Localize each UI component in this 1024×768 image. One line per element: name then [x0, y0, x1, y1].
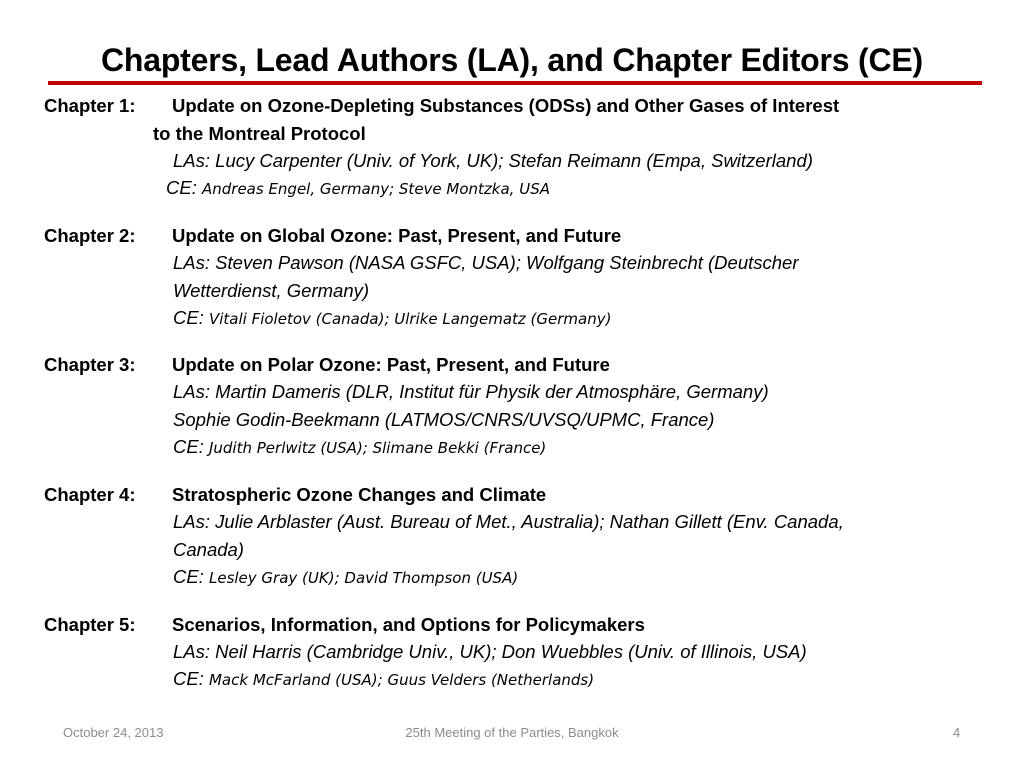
chapter-3-heading — [44, 353, 610, 377]
chapter-4-lead-authors-cont: Canada) — [173, 539, 244, 560]
la-names: Julie Arblaster (Aust. Bureau of Met., Australia); Nathan Gillett (Env. Canada, — [215, 511, 844, 532]
la-names: Neil Harris (Cambridge Univ., UK); Don Wuebbles (Univ. of Illinois, USA) — [215, 641, 807, 662]
ce-prefix: CE: — [173, 307, 204, 328]
chapter-1-label: Chapter 1: — [44, 95, 136, 116]
chapter-5-title: Scenarios, Information, and Options for Policymakers — [172, 614, 645, 635]
chapter-2-lead-authors — [173, 251, 799, 275]
chapter-4-title: Stratospheric Ozone Changes and Climate — [172, 484, 547, 505]
chapter-3-lead-authors-cont: Sophie Godin-Beekmann (LATMOS/CNRS/UVSQ/UPMC, France) — [173, 409, 715, 430]
footer-page-number: 4 — [953, 725, 961, 740]
chapter-1-title-cont: to the Montreal Protocol — [153, 123, 366, 144]
slide-title: Chapters, Lead Authors (LA), and Chapter Editors (CE) — [100, 42, 924, 78]
ce-names: Lesley Gray (UK); David Thompson (USA) — [208, 569, 519, 587]
ce-prefix: CE: — [173, 566, 204, 587]
chapter-1-lead-authors — [173, 149, 813, 173]
la-prefix: LAs: — [173, 511, 211, 532]
chapter-5-chapter-editors — [173, 667, 594, 692]
ce-prefix: CE: — [166, 177, 197, 198]
chapter-2-title: Update on Global Ozone: Past, Present, and Future — [172, 225, 622, 246]
chapter-1-chapter-editors — [166, 176, 550, 201]
footer-date: October 24, 2013 — [63, 725, 164, 740]
la-prefix: LAs: — [173, 381, 211, 402]
footer-event: 25th Meeting of the Parties, Bangkok — [405, 725, 619, 740]
chapter-5-label: Chapter 5: — [44, 614, 136, 635]
chapter-4-lead-authors — [173, 510, 844, 534]
chapter-2-chapter-editors — [173, 306, 611, 331]
ce-names: Judith Perlwitz (USA); Slimane Bekki (France) — [208, 439, 547, 457]
chapter-2-lead-authors-cont: Wetterdienst, Germany) — [173, 280, 370, 301]
ce-names: Andreas Engel, Germany; Steve Montzka, USA — [201, 180, 550, 198]
chapter-3-lead-authors — [173, 380, 769, 404]
chapter-5-heading — [44, 613, 645, 637]
chapter-4-label: Chapter 4: — [44, 484, 136, 505]
chapter-1-heading — [44, 94, 839, 118]
la-prefix: LAs: — [173, 641, 211, 662]
chapter-3-chapter-editors — [173, 435, 546, 460]
chapter-3-label: Chapter 3: — [44, 354, 136, 375]
chapter-5-lead-authors — [173, 640, 807, 664]
ce-prefix: CE: — [173, 668, 204, 689]
chapter-4-chapter-editors — [173, 565, 518, 590]
la-prefix: LAs: — [173, 252, 211, 273]
la-prefix: LAs: — [173, 150, 211, 171]
chapter-1-title: Update on Ozone-Depleting Substances (ODSs) and Other Gases of Interest — [172, 95, 840, 116]
chapter-4-heading — [44, 483, 546, 507]
chapter-2-heading — [44, 224, 621, 248]
ce-names: Vitali Fioletov (Canada); Ulrike Langematz (Germany) — [208, 310, 612, 328]
la-names: Steven Pawson (NASA GSFC, USA); Wolfgang Steinbrecht (Deutscher — [215, 252, 799, 273]
title-underline — [48, 81, 982, 85]
ce-prefix: CE: — [173, 436, 204, 457]
chapter-3-title: Update on Polar Ozone: Past, Present, and Future — [172, 354, 610, 375]
ce-names: Mack McFarland (USA); Guus Velders (Netherlands) — [208, 671, 595, 689]
la-names: Lucy Carpenter (Univ. of York, UK); Stefan Reimann (Empa, Switzerland) — [215, 150, 813, 171]
la-names: Martin Dameris (DLR, Institut für Physik der Atmosphäre, Germany) — [215, 381, 769, 402]
chapter-2-label: Chapter 2: — [44, 225, 136, 246]
